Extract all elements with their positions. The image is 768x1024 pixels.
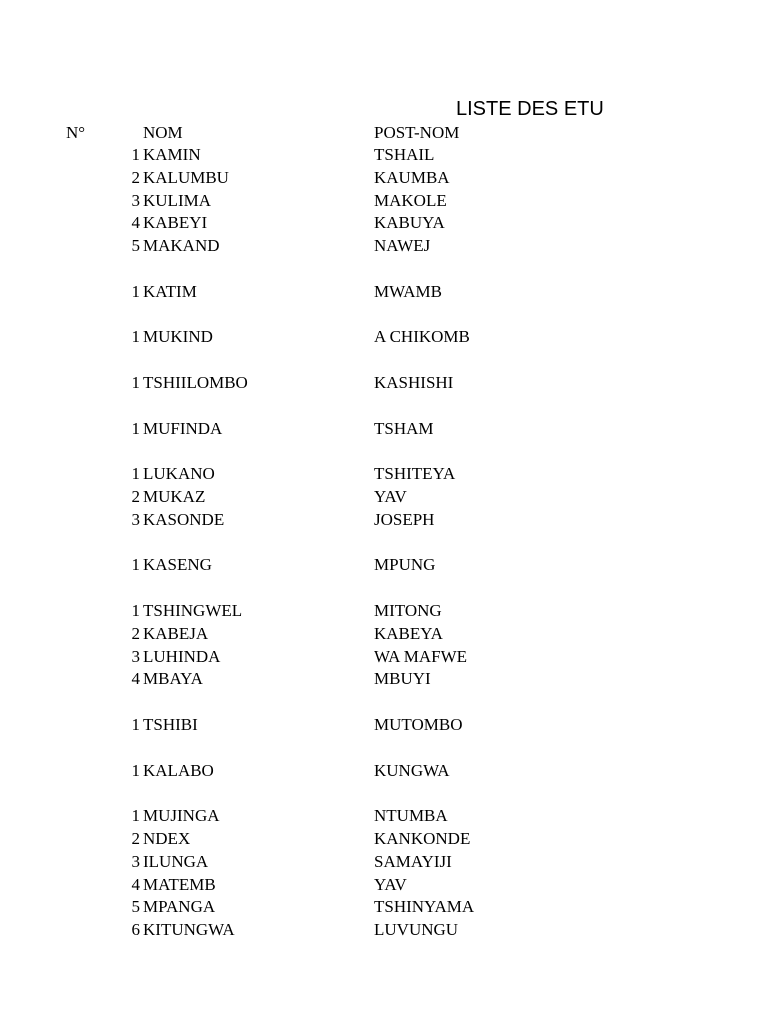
row-nom: MATEMB	[143, 874, 216, 894]
table-row	[0, 463, 768, 486]
row-nom: TSHINGWEL	[143, 600, 243, 620]
table-row	[0, 760, 768, 783]
row-number: 4	[131, 874, 140, 894]
row-post-nom: MBUYI	[374, 669, 431, 689]
table-row	[0, 646, 768, 669]
table-row	[0, 144, 768, 167]
row-nom: KATIM	[143, 281, 197, 301]
table-row	[0, 509, 768, 532]
row-nom: KABEYI	[143, 213, 208, 233]
row-post-nom: KABUYA	[374, 213, 445, 233]
row-post-nom: MWAMB	[374, 281, 443, 301]
row-post-nom: TSHINYAMA	[374, 897, 475, 917]
row-number: 5	[131, 236, 140, 256]
table-row	[0, 349, 768, 372]
row-nom: TSHIILOMBO	[143, 372, 248, 392]
row-number: 1	[131, 760, 140, 780]
row-number: 2	[131, 828, 140, 848]
table-row	[0, 623, 768, 646]
table-row	[0, 668, 768, 691]
row-number: 2	[131, 167, 140, 187]
row-nom: KALUMBU	[143, 167, 229, 187]
table-row	[0, 440, 768, 463]
row-number: 2	[131, 623, 140, 643]
row-post-nom: LUVUNGU	[374, 920, 459, 940]
table-row	[0, 304, 768, 327]
row-post-nom: A CHIKOMB	[374, 327, 470, 347]
table-row	[0, 326, 768, 349]
student-list	[0, 144, 768, 942]
row-post-nom: TSHAM	[374, 418, 434, 438]
row-number: 1	[131, 806, 140, 826]
row-post-nom: MAKOLE	[374, 190, 447, 210]
row-nom: KITUNGWA	[143, 920, 235, 940]
row-nom: KASONDE	[143, 509, 225, 529]
row-nom: TSHIBI	[143, 714, 198, 734]
header-nom: NOM	[143, 123, 183, 142]
table-row	[0, 372, 768, 395]
row-number: 1	[131, 327, 140, 347]
row-post-nom: TSHITEYA	[374, 464, 456, 484]
row-number: 1	[131, 145, 140, 164]
row-post-nom: KANKONDE	[374, 828, 471, 848]
row-nom: KULIMA	[143, 190, 211, 210]
table-row	[0, 395, 768, 418]
row-post-nom: MUTOMBO	[374, 714, 463, 734]
header-num: N°	[66, 123, 86, 142]
row-nom: KALABO	[143, 760, 214, 780]
row-number: 1	[131, 464, 140, 484]
row-post-nom: KUNGWA	[374, 760, 450, 780]
row-post-nom: MITONG	[374, 600, 442, 620]
row-nom: KABEJA	[143, 623, 209, 643]
row-post-nom: WA MAFWE	[374, 646, 468, 666]
row-post-nom: JOSEPH	[374, 509, 435, 529]
row-nom: NDEX	[143, 828, 191, 848]
table-row	[0, 577, 768, 600]
row-number: 3	[131, 190, 140, 210]
table-row	[0, 235, 768, 258]
row-post-nom: KASHISHI	[374, 372, 454, 392]
table-row	[0, 281, 768, 304]
table-row	[0, 782, 768, 805]
row-number: 6	[131, 920, 140, 940]
row-number: 3	[131, 509, 140, 529]
table-row	[0, 714, 768, 737]
table-row	[0, 418, 768, 441]
row-post-nom: TSHAIL	[374, 145, 435, 164]
document-title: LISTE DES ETU	[456, 98, 604, 120]
table-row	[0, 554, 768, 577]
row-number: 1	[131, 714, 140, 734]
row-nom: MBAYA	[143, 669, 203, 689]
row-number: 3	[131, 646, 140, 666]
table-row	[0, 691, 768, 714]
row-nom: MUJINGA	[143, 806, 220, 826]
row-nom: MAKAND	[143, 236, 220, 256]
header-post-nom: POST-NOM	[374, 123, 460, 142]
row-nom: MUKAZ	[143, 486, 206, 506]
row-post-nom: YAV	[374, 486, 407, 506]
row-number: 4	[131, 669, 140, 689]
table-row	[0, 919, 768, 942]
table-row	[0, 874, 768, 897]
row-nom: LUKANO	[143, 464, 215, 484]
table-row	[0, 212, 768, 235]
table-row	[0, 737, 768, 760]
table-row	[0, 258, 768, 281]
table-row	[0, 167, 768, 190]
row-number: 3	[131, 851, 140, 871]
row-post-nom: KABEYA	[374, 623, 443, 643]
table-header	[0, 122, 768, 144]
table-row	[0, 851, 768, 874]
row-nom: LUHINDA	[143, 646, 221, 666]
row-number: 5	[131, 897, 140, 917]
row-number: 1	[131, 418, 140, 438]
table-row	[0, 486, 768, 509]
row-post-nom: NTUMBA	[374, 806, 448, 826]
row-number: 1	[131, 372, 140, 392]
row-number: 1	[131, 281, 140, 301]
row-post-nom: YAV	[374, 874, 407, 894]
document-title-container	[456, 96, 608, 122]
row-post-nom: NAWEJ	[374, 236, 431, 256]
row-nom: KASENG	[143, 555, 212, 575]
row-number: 4	[131, 213, 140, 233]
table-row	[0, 190, 768, 213]
row-nom: MUFINDA	[143, 418, 223, 438]
row-post-nom: KAUMBA	[374, 167, 450, 187]
row-number: 1	[131, 600, 140, 620]
row-number: 2	[131, 486, 140, 506]
table-row	[0, 896, 768, 919]
row-number: 1	[131, 555, 140, 575]
row-post-nom: SAMAYIJI	[374, 851, 452, 871]
row-post-nom: MPUNG	[374, 555, 436, 575]
row-nom: KAMIN	[143, 145, 201, 164]
table-row	[0, 805, 768, 828]
table-row	[0, 828, 768, 851]
table-row	[0, 600, 768, 623]
row-nom: ILUNGA	[143, 851, 209, 871]
table-row	[0, 532, 768, 555]
row-nom: MUKIND	[143, 327, 213, 347]
row-nom: MPANGA	[143, 897, 216, 917]
